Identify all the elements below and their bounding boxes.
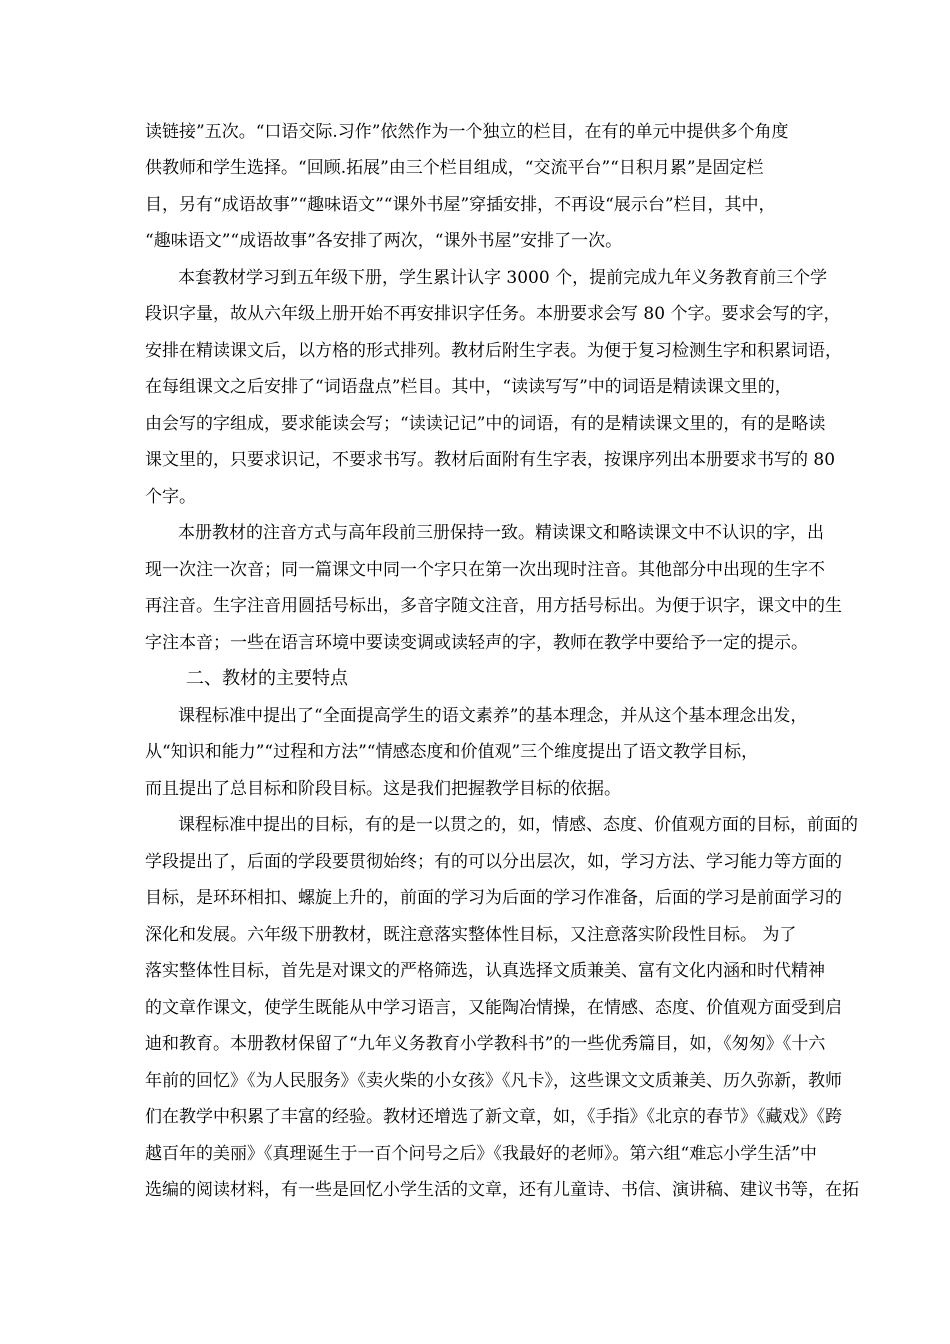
text-line: 的文章作课文，使学生既能从中学习语言，又能陶冶情操，在情感、态度、价值观方面受到启 [145,998,842,1018]
paragraph-first-line: 课程标准中提出了“全面提高学生的语文素养”的基本理念，并从这个基本理念出发， [178,706,808,726]
text-line: 深化和发展。六年级下册教材，既注意落实整体性目标，又注意落实阶段性目标。 为了 [145,925,797,945]
text-line: 学段提出了，后面的学段要贯彻始终；有的可以分出层次，如，学习方法、学习能力等方面的 [145,852,842,872]
text-line: 字注本音；一些在语言环境中要读变调或读轻声的字，教师在教学中要给予一定的提示。 [145,633,808,653]
text-line: 们在教学中积累了丰富的经验。教材还增选了新文章，如，《手指》《北京的春节》《藏戏》《跨 [145,1107,842,1127]
text-line: 选编的阅读材料，有一些是回忆小学生活的文章，还有儿童诗、书信、演讲稿、建议书等，在拓 [145,1180,859,1200]
text-line: 迪和教育。本册教材保留了“九年义务教育小学教科书”的一些优秀篇目，如，《匆匆》《十六 [145,1034,826,1054]
text-line: 越百年的美丽》《真理诞生于一百个问号之后》《我最好的老师》。第六组“难忘小学生活”中 [145,1144,817,1164]
paragraph-first-line: 课程标准中提出的目标，有的是一以贯之的，如，情感、态度、价值观方面的目标，前面的 [178,815,858,835]
text-line: 课文里的，只要求识记，不要求书写。教材后面附有生字表，按课序列出本册要求书写的 80 [145,450,836,470]
text-line: 读链接”五次。“口语交际.习作”依然作为一个独立的栏目，在有的单元中提供多个角度 [145,122,789,142]
text-line: 落实整体性目标，首先是对课文的严格筛选，认真选择文质兼美、富有文化内涵和时代精神 [145,961,825,981]
text-line: 段识字量，故从六年级上册开始不再安排识字任务。本册要求会写 80 个字。要求会写的字， [145,304,841,324]
paragraph-first-line: 本册教材的注音方式与高年段前三册保持一致。精读课文和略读课文中不认识的字，出 [178,523,824,543]
text-line: 个字。 [145,487,196,507]
section-heading: 二、教材的主要特点 [186,668,348,689]
text-line: 安排在精读课文后，以方格的形式排列。教材后附生字表。为便于复习检测生字和积累词语， [145,341,842,361]
text-line: 现一次注一次音；同一篇课文中同一个字只在第一次出现时注音。其他部分中出现的生字不 [145,560,825,580]
text-line: 而且提出了总目标和阶段目标。这是我们把握教学目标的依据。 [145,779,621,799]
text-line: 再注音。生字注音用圆括号标出，多音字随文注音，用方括号标出。为便于识字，课文中的生 [145,596,842,616]
text-line: 在每组课文之后安排了“词语盘点”栏目。其中，“读读写写”中的词语是精读课文里的， [145,377,792,397]
text-line: 从“知识和能力”“过程和方法”“情感态度和价值观”三个维度提出了语文教学目标， [145,742,759,762]
paragraph-first-line: 本套教材学习到五年级下册，学生累计认字 3000 个，提前完成九年义务教育前三个学 [178,268,828,288]
text-line: 由会写的字组成，要求能读会写；“读读记记”中的词语，有的是精读课文里的，有的是略读 [145,414,826,434]
text-line: 供教师和学生选择。“回顾.拓展”由三个栏目组成，“交流平台”“日积月累”是固定栏 [145,158,764,178]
text-line: “趣味语文”“成语故事”各安排了两次，“课外书屋”安排了一次。 [145,231,623,251]
text-line: 目标，是环环相扣、螺旋上升的，前面的学习为后面的学习作准备，后面的学习是前面学习的 [145,888,842,908]
text-line: 目，另有“成语故事”“趣味语文”“课外书屋”穿插安排，不再设“展示台”栏目，其中， [145,195,776,215]
text-line: 年前的回忆》《为人民服务》《卖火柴的小女孩》《凡卡》，这些课文文质兼美、历久弥新，教师 [145,1071,842,1091]
